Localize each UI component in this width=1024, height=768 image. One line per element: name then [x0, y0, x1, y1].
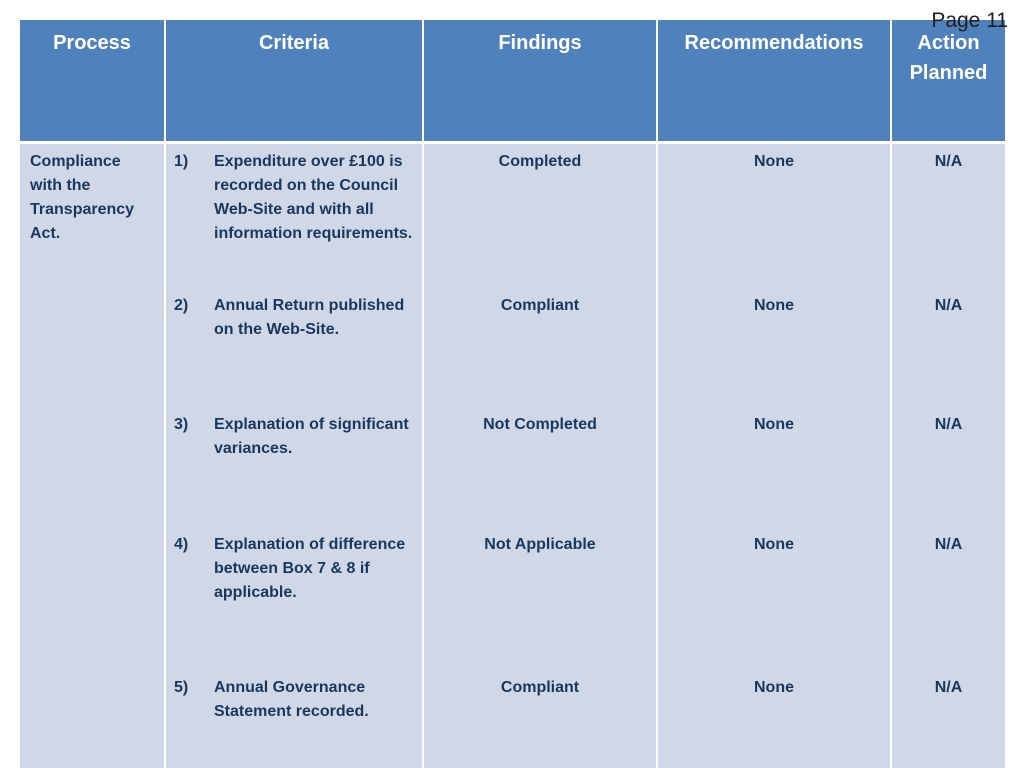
- recommendation-text: None: [754, 679, 794, 696]
- header-process: Process: [20, 20, 165, 143]
- recommendation-text: None: [754, 297, 794, 314]
- criteria-text: Expenditure over £100 is recorded on the Council Web-Site and with all information requirements.: [214, 153, 413, 242]
- process-cell: [20, 143, 165, 768]
- finding-text: Compliant: [500, 679, 580, 696]
- header-findings: Findings: [423, 20, 657, 143]
- criteria-item: [174, 294, 414, 342]
- criteria-text: Annual Return published on the Web-Site.: [214, 297, 405, 338]
- finding-text: Compliant: [500, 297, 580, 314]
- criteria-text: Annual Governance Statement recorded.: [214, 679, 369, 720]
- finding-text: Completed: [498, 153, 582, 170]
- table-row: [20, 143, 1005, 768]
- recommendation-text: None: [754, 536, 794, 553]
- action-text: N/A: [934, 536, 963, 553]
- criteria-number: 1): [174, 153, 189, 170]
- process-text: Compliance with the Transparency Act.: [30, 153, 135, 242]
- criteria-number: 3): [174, 416, 189, 433]
- criteria-number: 5): [174, 679, 189, 696]
- header-row: [20, 20, 1005, 143]
- criteria-item: [174, 533, 414, 605]
- header-recommendations: Recommendations: [657, 20, 891, 143]
- action-planned-cell: [891, 143, 1005, 768]
- action-text: N/A: [934, 679, 963, 696]
- review-table: [20, 20, 1005, 768]
- action-text: N/A: [934, 416, 963, 433]
- criteria-item: [174, 150, 414, 246]
- finding-text: Not Applicable: [484, 536, 596, 553]
- criteria-text: Explanation of significant variances.: [214, 416, 409, 457]
- criteria-number: 2): [174, 297, 189, 314]
- header-criteria: Criteria: [165, 20, 423, 143]
- action-text: N/A: [934, 297, 963, 314]
- findings-cell: [423, 143, 657, 768]
- header-action-planned: Action Planned: [891, 20, 1005, 143]
- criteria-text: Explanation of difference between Box 7 & 8 if applicable.: [214, 536, 406, 601]
- action-text: N/A: [934, 153, 963, 170]
- finding-text: Not Completed: [483, 416, 597, 433]
- recommendations-cell: [657, 143, 891, 768]
- page-number: Page 11: [931, 9, 1008, 32]
- criteria-cell: [165, 143, 423, 768]
- criteria-item: [174, 413, 414, 461]
- criteria-number: 4): [174, 536, 189, 553]
- criteria-item: [174, 676, 414, 724]
- recommendation-text: None: [754, 153, 794, 170]
- recommendation-text: None: [754, 416, 794, 433]
